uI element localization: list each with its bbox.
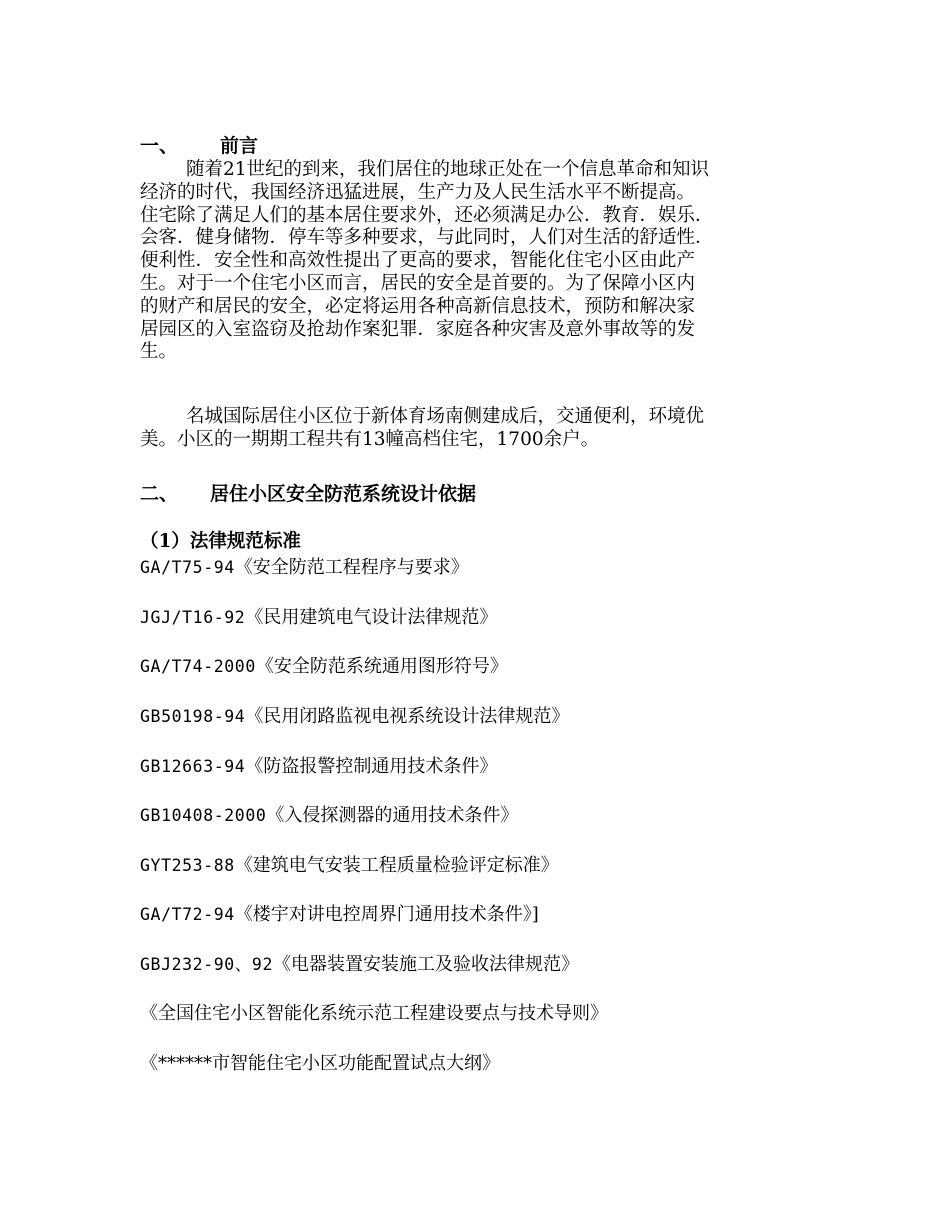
standard-title: 《楼宇对讲电控周界门通用技术条件》]	[234, 904, 539, 925]
standard-item	[140, 706, 569, 728]
standard-item	[140, 904, 539, 926]
section-1-heading	[140, 134, 258, 158]
standard-code: GBJ232-90、92	[140, 955, 273, 974]
paragraph-line: 经济的时代，我国经济迅猛进展，生产力及人民生活水平不断提高。	[140, 181, 696, 203]
standard-title: 《******市智能住宅小区功能配置试点大纲》	[140, 1053, 500, 1074]
paragraph-line: 生。对于一个住宅小区而言，居民的安全是首要的。为了保障小区内	[140, 272, 696, 294]
intro-paragraph-2	[140, 406, 810, 452]
standard-item	[140, 1053, 500, 1075]
standard-item	[140, 557, 469, 579]
standard-title: 《安全防范工程程序与要求》	[234, 557, 469, 578]
standard-title: 《全国住宅小区智能化系统示范工程建设要点与技术导则》	[140, 1003, 608, 1024]
standard-title: 《电器装置安装施工及验收法律规范》	[272, 954, 579, 975]
standard-title: 《安全防范系统通用图形符号》	[255, 656, 508, 677]
standard-title: 《民用闭路监视电视系统设计法律规范》	[245, 706, 570, 727]
standard-item	[140, 1003, 608, 1025]
standard-item	[140, 756, 497, 778]
paragraph-line: 的财产和居民的安全，必定将运用各种高新信息技术，预防和解决家	[140, 295, 696, 317]
section-2-title: 居住小区安全防范系统设计依据	[210, 483, 477, 505]
standard-code: GB10408-2000	[140, 806, 267, 825]
standard-code: GA/T75-94	[140, 558, 235, 577]
standard-code: GA/T72-94	[140, 905, 235, 924]
standard-code: GB12663-94	[140, 757, 246, 776]
paragraph-line: 住宅除了满足人们的基本居住要求外，还必须满足办公．教育．娱乐．	[140, 204, 714, 226]
standard-item	[140, 607, 497, 629]
standard-title: 《建筑电气安装工程质量检验评定标准》	[234, 855, 559, 876]
paragraph-line: 居园区的入室盗窃及抢劫作案犯罪．家庭各种灾害及意外事故等的发	[140, 318, 696, 340]
standard-title: 《入侵探测器的通用技术条件》	[266, 805, 519, 826]
standard-item	[140, 855, 559, 877]
standard-title: 《民用建筑电气设计法律规范》	[245, 607, 498, 628]
paragraph-line: 美。小区的一期期工程共有13幢高档住宅，1700余户。	[140, 428, 600, 450]
paragraph-line: 生。	[140, 341, 178, 363]
standards-subheading: （1）法律规范标准	[140, 531, 301, 552]
standard-code: JGJ/T16-92	[140, 608, 246, 627]
section-2-number: 二、	[140, 483, 179, 505]
intro-paragraph-1	[140, 159, 810, 364]
standard-code: GB50198-94	[140, 707, 246, 726]
standard-item	[140, 805, 518, 827]
standard-code: GYT253-88	[140, 856, 235, 875]
section-1-number: 一、	[140, 135, 179, 157]
paragraph-line: 便利性．安全性和高效性提出了更高的要求，智能化住宅小区由此产	[140, 250, 696, 272]
paragraph-line: 名城国际居住小区位于新体育场南侧建成后，交通便利，环境优	[186, 406, 705, 427]
standard-title: 《防盗报警控制通用技术条件》	[245, 756, 498, 777]
standard-code: GA/T74-2000	[140, 657, 256, 676]
paragraph-line: 随着21世纪的到来，我们居住的地球正处在一个信息革命和知识	[186, 159, 710, 180]
standard-item	[140, 656, 508, 678]
section-1-title: 前言	[220, 135, 259, 157]
paragraph-line: 会客．健身储物．停车等多种要求，与此同时，人们对生活的舒适性．	[140, 227, 714, 249]
standard-item	[140, 954, 579, 976]
section-2-heading	[140, 482, 476, 506]
